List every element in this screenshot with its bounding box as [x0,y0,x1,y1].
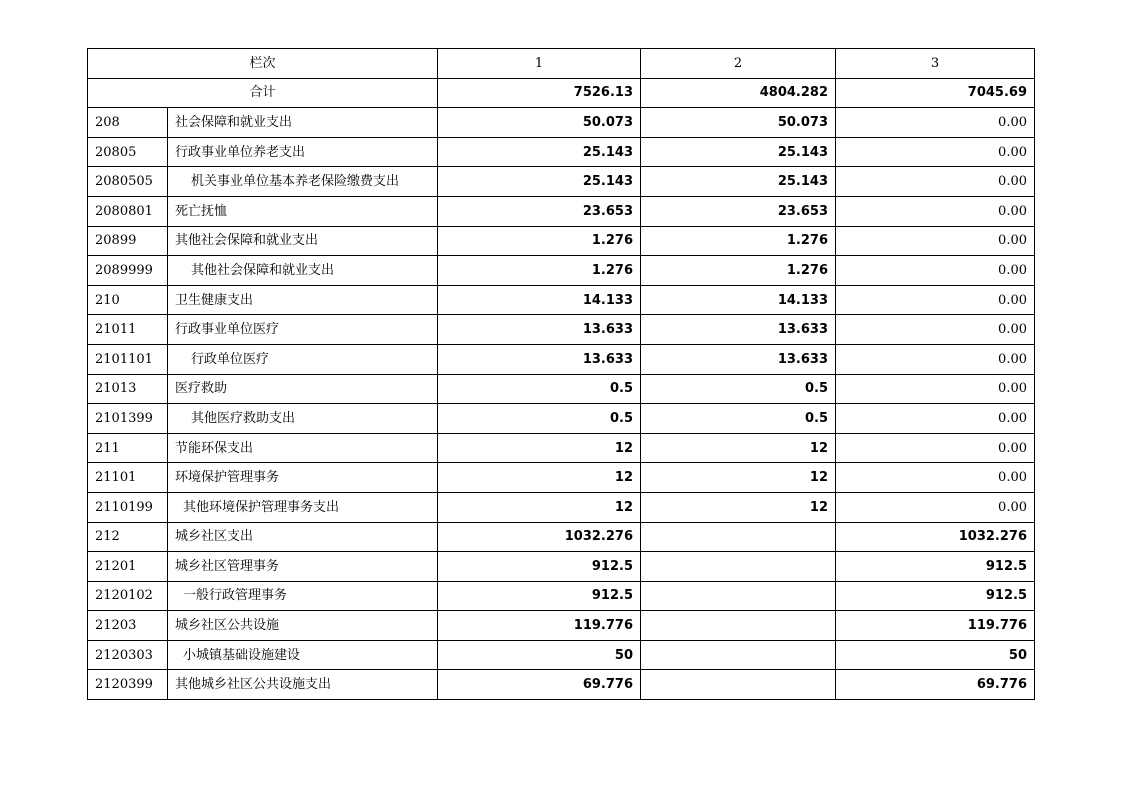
v2-cell: 12 [641,492,836,522]
name-text: 其他社会保障和就业支出 [175,233,319,249]
total-v2-cell: 4804.282 [641,78,836,108]
name-text: 其他环境保护管理事务支出 [183,499,340,515]
v2-cell [641,640,836,670]
table-row [88,552,1035,582]
code-cell: 21011 [88,315,168,345]
name-cell [168,581,438,611]
name-text: 行政事业单位医疗 [175,322,280,338]
v3-cell: 0.00 [836,137,1035,167]
table-row [88,433,1035,463]
v1-cell: 12 [438,463,641,493]
name-cell [168,611,438,641]
v2-cell: 13.633 [641,344,836,374]
v1-cell: 12 [438,433,641,463]
table-row [88,315,1035,345]
budget-table [87,48,1035,700]
v3-cell: 0.00 [836,344,1035,374]
v3-cell: 0.00 [836,167,1035,197]
header-label-cell: 栏次 [88,49,438,79]
v2-cell [641,581,836,611]
v2-cell: 0.5 [641,374,836,404]
header-row [88,49,1035,79]
v3-cell: 0.00 [836,108,1035,138]
v3-cell: 119.776 [836,611,1035,641]
code-cell: 2101399 [88,404,168,434]
code-cell: 2080505 [88,167,168,197]
v1-cell: 25.143 [438,137,641,167]
name-cell [168,108,438,138]
total-label-cell: 合计 [88,78,438,108]
name-text: 其他城乡社区公共设施支出 [175,677,332,693]
v1-cell: 119.776 [438,611,641,641]
v3-cell: 912.5 [836,552,1035,582]
name-cell [168,285,438,315]
name-cell [168,492,438,522]
v1-cell: 12 [438,492,641,522]
v3-cell: 50 [836,640,1035,670]
v2-cell: 50.073 [641,108,836,138]
code-cell: 2120303 [88,640,168,670]
v1-cell: 912.5 [438,581,641,611]
name-cell [168,315,438,345]
header-col2-cell: 2 [641,49,836,79]
table-row [88,108,1035,138]
v2-cell: 12 [641,433,836,463]
code-cell: 211 [88,433,168,463]
v1-cell: 912.5 [438,552,641,582]
code-cell: 2080801 [88,196,168,226]
v2-cell: 25.143 [641,137,836,167]
v1-cell: 0.5 [438,404,641,434]
v1-cell: 1.276 [438,256,641,286]
v2-cell: 23.653 [641,196,836,226]
table-row [88,492,1035,522]
v3-cell: 69.776 [836,670,1035,700]
code-cell: 2120399 [88,670,168,700]
name-cell [168,552,438,582]
table-row [88,581,1035,611]
v3-cell: 0.00 [836,492,1035,522]
v3-cell: 0.00 [836,404,1035,434]
table-row [88,285,1035,315]
code-cell: 21101 [88,463,168,493]
v3-cell: 1032.276 [836,522,1035,552]
name-text: 行政单位医疗 [191,351,270,367]
code-cell: 20899 [88,226,168,256]
header-col1-cell: 1 [438,49,641,79]
v2-cell [641,552,836,582]
name-text: 小城镇基础设施建设 [183,647,301,663]
v2-cell: 1.276 [641,256,836,286]
table-row [88,463,1035,493]
name-text: 机关事业单位基本养老保险缴费支出 [191,174,400,190]
table-row [88,167,1035,197]
v1-cell: 50 [438,640,641,670]
v1-cell: 14.133 [438,285,641,315]
table-row [88,640,1035,670]
table-row [88,256,1035,286]
v3-cell: 0.00 [836,285,1035,315]
name-text: 医疗救助 [175,381,228,397]
name-cell [168,374,438,404]
name-text: 环境保护管理事务 [175,470,280,486]
name-text: 一般行政管理事务 [183,588,288,604]
v2-cell: 0.5 [641,404,836,434]
name-cell [168,196,438,226]
table-row [88,404,1035,434]
v2-cell: 14.133 [641,285,836,315]
code-cell: 21013 [88,374,168,404]
total-v1-cell: 7526.13 [438,78,641,108]
table-row [88,670,1035,700]
v1-cell: 1.276 [438,226,641,256]
v3-cell: 0.00 [836,374,1035,404]
v3-cell: 0.00 [836,463,1035,493]
table-row [88,374,1035,404]
v3-cell: 0.00 [836,226,1035,256]
v2-cell [641,670,836,700]
v3-cell: 0.00 [836,196,1035,226]
v2-cell [641,611,836,641]
v1-cell: 50.073 [438,108,641,138]
table-row [88,226,1035,256]
name-cell [168,433,438,463]
name-cell [168,670,438,700]
code-cell: 212 [88,522,168,552]
v2-cell [641,522,836,552]
name-text: 行政事业单位养老支出 [175,144,306,160]
name-text: 节能环保支出 [175,440,254,456]
v1-cell: 25.143 [438,167,641,197]
total-v3-cell: 7045.69 [836,78,1035,108]
v3-cell: 912.5 [836,581,1035,611]
name-cell [168,167,438,197]
v3-cell: 0.00 [836,256,1035,286]
v2-cell: 12 [641,463,836,493]
code-cell: 21201 [88,552,168,582]
name-text: 死亡抚恤 [175,203,228,219]
v1-cell: 0.5 [438,374,641,404]
v1-cell: 1032.276 [438,522,641,552]
name-cell [168,640,438,670]
v1-cell: 69.776 [438,670,641,700]
table-row [88,196,1035,226]
code-cell: 21203 [88,611,168,641]
v3-cell: 0.00 [836,433,1035,463]
name-text: 卫生健康支出 [175,292,254,308]
name-cell [168,404,438,434]
name-cell [168,256,438,286]
name-text: 社会保障和就业支出 [175,114,293,130]
v2-cell: 1.276 [641,226,836,256]
total-row [88,78,1035,108]
name-cell [168,226,438,256]
code-cell: 210 [88,285,168,315]
code-cell: 2089999 [88,256,168,286]
table-row [88,137,1035,167]
code-cell: 208 [88,108,168,138]
code-cell: 2101101 [88,344,168,374]
name-cell [168,463,438,493]
table-row [88,522,1035,552]
name-text: 城乡社区公共设施 [175,618,280,634]
name-text: 其他医疗救助支出 [191,410,296,426]
table-row [88,611,1035,641]
v2-cell: 13.633 [641,315,836,345]
name-text: 城乡社区支出 [175,529,254,545]
header-col3-cell: 3 [836,49,1035,79]
v1-cell: 23.653 [438,196,641,226]
name-text: 城乡社区管理事务 [175,558,280,574]
name-cell [168,522,438,552]
name-text: 其他社会保障和就业支出 [191,262,335,278]
code-cell: 2110199 [88,492,168,522]
v3-cell: 0.00 [836,315,1035,345]
name-cell [168,137,438,167]
table-row [88,344,1035,374]
v1-cell: 13.633 [438,315,641,345]
code-cell: 20805 [88,137,168,167]
v2-cell: 25.143 [641,167,836,197]
name-cell [168,344,438,374]
code-cell: 2120102 [88,581,168,611]
v1-cell: 13.633 [438,344,641,374]
